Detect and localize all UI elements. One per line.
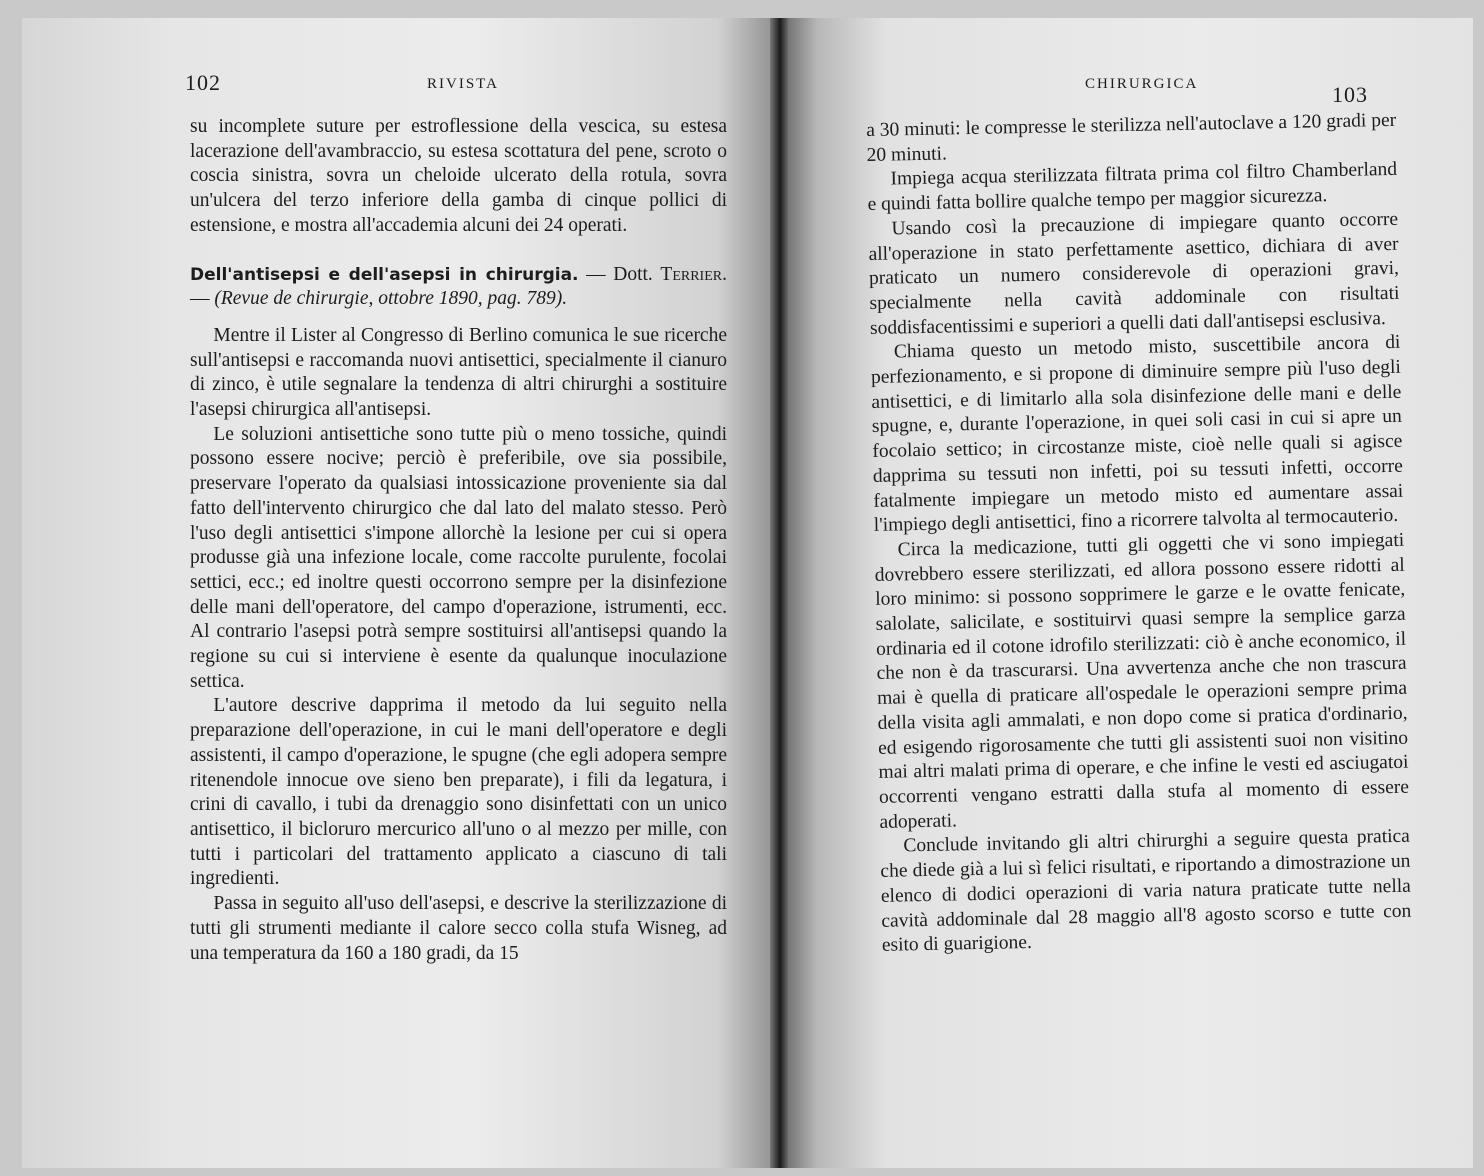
paragraph: Circa la medicazione, tutti gli oggetti che vi sono impiegati dovrebbero essere sterilizzati, ed allora possono essere ridotti al loro minimo: si possono sopprimere le garze e le ovatte fenicate, salolate, salicilate, e sostituirvi quasi sempre la semplice garza ordinaria ed il cotone idrofilo sterilizzati: ciò è anche economico, il che non è da trascurarsi. Una avvertenza anche che non trascura mai è quella di praticare all'ospedale le operazioni sempre prima della visita agli ammalati, e non dopo come si pratica d'ordinario, ed esigendo rigorosamente che tutti gli assistenti suoi non visitino mai altri malati prima di operare, e che infine le vesti ed asciugatoi occorrenti vengano estratti dalla stufa al momento di essere adoperati. (874, 529, 1410, 833)
first-line: a 30 minuti: le compresse le sterilizza nell'autoclave a 120 gradi per 20 minuti. (866, 109, 1397, 166)
right-running-head: CHIRURGICA (1085, 76, 1199, 92)
article-author-lead: — Dott. (578, 263, 661, 285)
article-author: Terrier (660, 263, 723, 285)
book-gutter (770, 18, 788, 1168)
paragraph: Conclude invitando gli altri chirurghi a seguire questa pratica che diede già a lui sì felici risultati, e riportando a dimostrazione un elenco di dodici operazioni di varia natura praticate tutte nella cavità addominale dal 28 maggio all'8 agosto scorso e tutte con esito di guarigione. (880, 826, 1412, 957)
paragraph: Mentre il Lister al Congresso di Berlino comunica le sue ricerche sull'antisepsi e raccomanda nuovi antisettici, specialmente il cianuro di zinco, è utile segnalare la tendenza di altri chirurghi a sostituire l'asepsi chirurgica all'antisepsi. (190, 324, 727, 421)
left-page-text (190, 115, 727, 966)
right-page-number: 103 (1332, 82, 1368, 107)
article-source-sep: . — (190, 263, 727, 310)
article-heading (190, 263, 727, 312)
paragraph: Passa in seguito all'uso dell'asepsi, e descrive la sterilizzazione di tutti gli strumenti mediante il calore secco colla stufa Wisneg, ad una temperatura da 160 a 180 gradi, da 15 (190, 893, 727, 964)
right-page-text (866, 109, 1412, 959)
article-title: Dell'antisepsi e dell'asepsi in chirurgia. (190, 264, 579, 285)
paragraph: Chiama questo un metodo misto, suscettibile ancora di perfezionamento, e si propone di diminuire sempre più l'uso degli antisettici, e di limitarlo alla sola disinfezione delle mani e delle spugne, e, durante l'operazione, in quei soli casi in cui si apre un focolaio settico; in circostanze miste, cioè nelle quali si agisce dapprima su tessuti non infetti, poi su tessuti infetti, occorre fatalmente impiegare un metodo misto ed aumentare assai l'impiego degli antisettici, fino a ricorrere talvolta al termocauterio. (870, 332, 1404, 537)
article-source: (Revue de chirurgie, ottobre 1890, pag. 789). (214, 288, 568, 310)
intro-paragraph: su incomplete suture per estroflessione della vescica, su estesa lacerazione dell'avambraccio, su estesa scottatura del pene, scroto o coscia sinistra, sovra un cheloide ulcerato della rotula, sovra un'ulcera del terzo inferiore della gamba di cinque pollici di estensione, e mostra all'accademia alcuni dei 24 operati. (190, 116, 727, 236)
paragraph: Impiega acqua sterilizzata filtrata prima col filtro Chamberland e quindi fatta bollire qualche tempo per maggior sicurezza. (867, 159, 1398, 216)
paragraph: Usando così la precauzione di impiegare quanto occorre all'operazione in stato perfettamente asettico, dichiara di aver praticato un numero considerevole di operazioni gravi, specialmente nella cavità addominale con risultati soddisfacentissimi e superiori a quelli dati dall'antisepsi esclusiva. (868, 208, 1400, 339)
left-running-head: RIVISTA (427, 76, 499, 92)
paragraph: L'autore descrive dapprima il metodo da lui seguito nella preparazione dell'operazione, in cui le mani dell'operatore e degli assistenti, il campo d'operazione, le spugne (che egli adopera sempre ritenendole innocue ove sieno ben preparate), i fili da legatura, i crini di cavallo, i tubi da drenaggio sono disinfettati con un unico antisettico, il bicloruro mercurico all'uno o al mezzo per mille, con tutti i particolari del trattamento applicato a ciascuno di tali ingredienti. (190, 695, 727, 890)
paragraph: Le soluzioni antisettiche sono tutte più o meno tossiche, quindi possono essere nocive; perciò è preferibile, ove sia possibile, preservare l'operato da qualsiasi intossicazione proveniente sia dal fatto dell'intervento chirurgico che dal lato del malato stesso. Però l'uso degli antisettici s'impone allorchè la lesione per cui si opera produsse già una infezione locale, come raccolte purulente, focolai settici, ecc.; ed inoltre questi occorrono sempre per la disinfezione delle mani dell'operatore, del campo d'operazione, istrumenti, ecc. Al contrario l'asepsi potrà sempre sostituirsi all'antisepsi quando la regione su cui si interviene è esente da qualunque inoculazione settica. (190, 423, 727, 692)
left-page-number: 102 (185, 70, 221, 95)
